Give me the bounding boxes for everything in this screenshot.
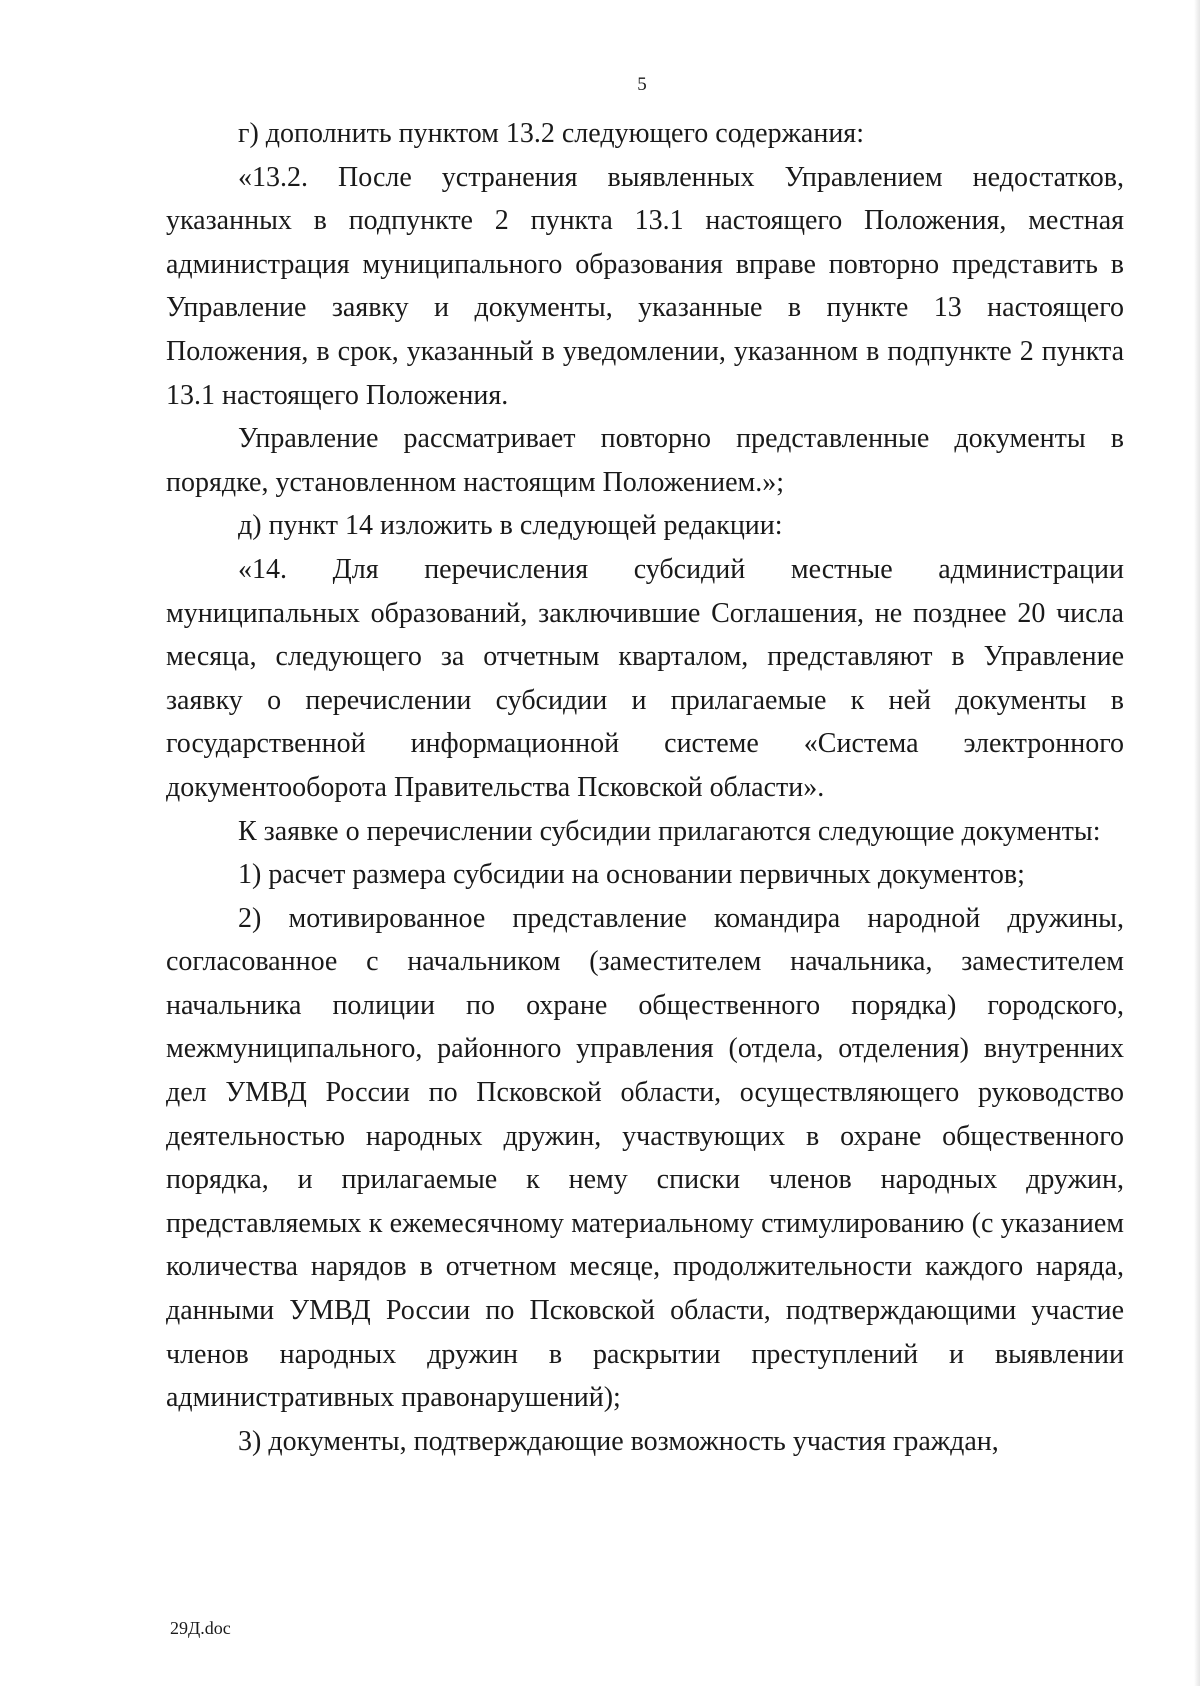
body-text (166, 112, 1124, 1463)
paragraph-8: 2) мотивированное представление командира народной дружины, согласованное с начальником (заместителем начальника, заместителем начальника полиции по охране общественного порядка) городского, межмуниципального, районного управления (отдела, отделения) внутренних дел УМВД России по Псковской области, осуществляющего руководство деятельностью народных дружин, участвующих в охране общественного порядка, и прилагаемые к нему списки членов народных дружин, представляемых к ежемесячному материальному стимулированию (с указанием количества нарядов в отчетном месяце, продолжительности каждого наряда, данными УМВД России по Псковской области, подтверждающими участие членов народных дружин в раскрытии преступлений и выявлении административных правонарушений); (166, 902, 1124, 1414)
paragraph-3: Управление рассматривает повторно представленные документы в порядке, установленном настоящим Положением.»; (166, 423, 1124, 498)
paragraph-1: г) дополнить пунктом 13.2 следующего содержания: (238, 118, 864, 149)
paragraph-6: К заявке о перечислении субсидии прилагаются следующие документы: (238, 815, 1101, 847)
paragraph-4: д) пункт 14 изложить в следующей редакции: (238, 510, 783, 542)
page-number: 5 (637, 74, 647, 95)
paragraph-9: 3) документы, подтверждающие возможность участия граждан, (238, 1425, 999, 1457)
paragraph-2: «13.2. После устранения выявленных Управлением недостатков, указанных в подпункте 2 пункта 13.1 настоящего Положения, местная администрация муниципального образования вправе повторно представить в Управление заявку и документы, указанные в пункте 13 настоящего Положения, в срок, указанный в уведомлении, указанном в подпункте 2 пункта 13.1 настоящего Положения. (166, 161, 1124, 411)
scan-edge (1194, 0, 1200, 1686)
paragraph-7: 1) расчет размера субсидии на основании первичных документов; (238, 859, 1025, 891)
footer-file-code: 29Д.doc (170, 1618, 231, 1638)
paragraph-5: «14. Для перечисления субсидий местные администрации муниципальных образований, заключившие Соглашения, не позднее 20 числа месяца, следующего за отчетным кварталом, представляют в Управление заявку о перечислении субсидии и прилагаемые к ней документы в государственной информационной системе «Система электронного документооборота Правительства Псковской области». (166, 553, 1124, 803)
